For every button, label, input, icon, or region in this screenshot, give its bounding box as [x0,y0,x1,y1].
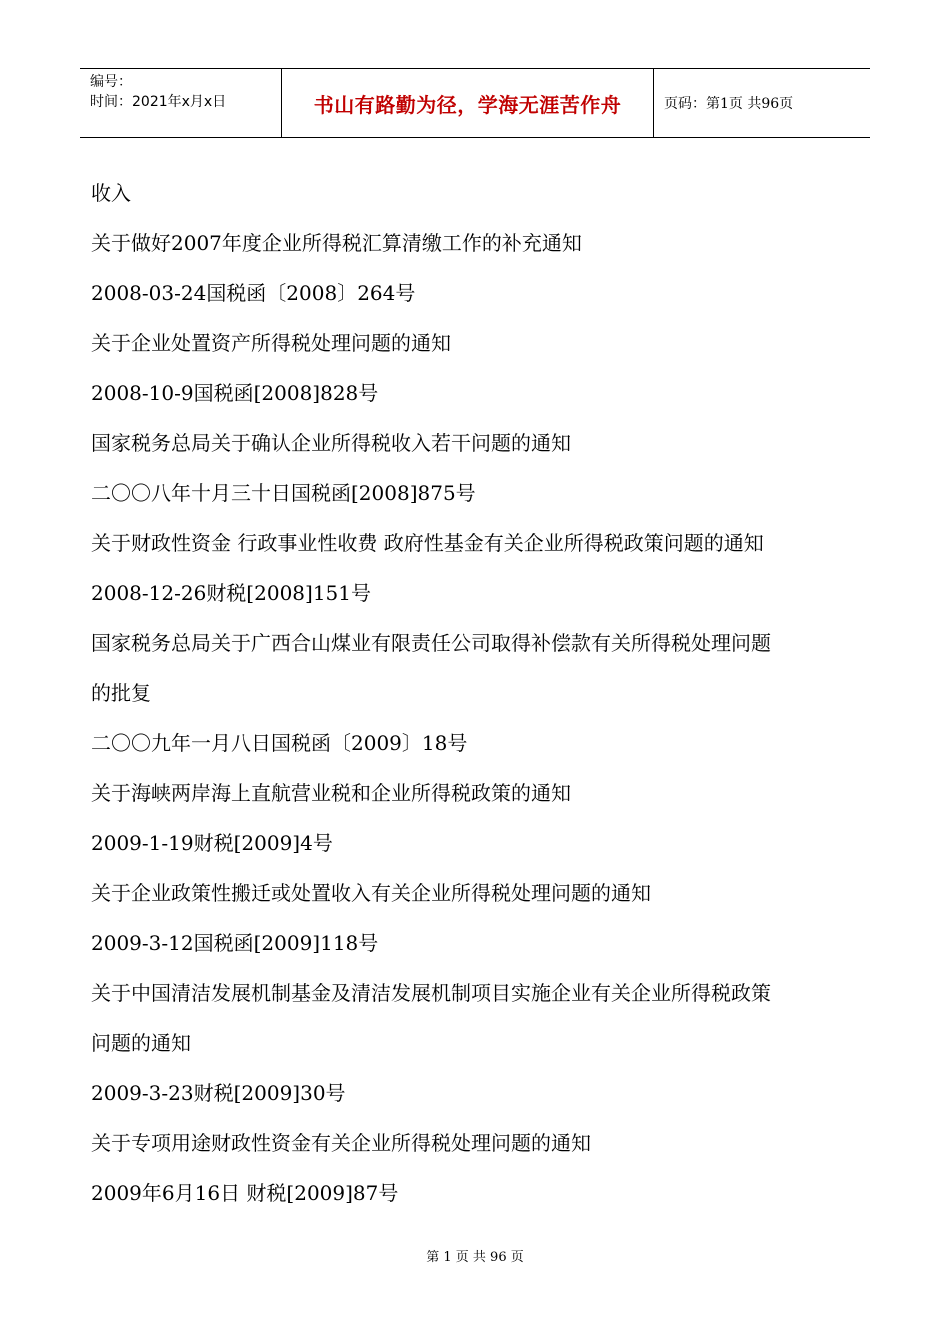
body-line: 2008-10-9国税函[2008]828号 [91,381,379,405]
body-line: 关于中国清洁发展机制基金及清洁发展机制项目实施企业有关企业所得税政策 [91,981,771,1005]
body-line: 2008-12-26财税[2008]151号 [91,581,371,605]
body-line: 2009年6月16日 财税[2009]87号 [91,1181,399,1205]
document-body [91,168,866,1218]
body-line: 收入 [91,181,131,205]
body-line: 关于企业处置资产所得税处理问题的通知 [91,331,451,355]
document-number-label: 编号： [90,74,132,90]
body-line: 关于做好2007年度企业所得税汇算清缴工作的补充通知 [91,231,582,255]
body-line: 关于企业政策性搬迁或处置收入有关企业所得税处理问题的通知 [91,881,651,905]
body-line: 2009-3-23财税[2009]30号 [91,1081,346,1105]
header-meta [80,69,282,137]
body-line: 二〇〇八年十月三十日国税函[2008]875号 [91,481,476,505]
body-line: 2009-3-12国税函[2009]118号 [91,931,379,955]
body-line: 关于专项用途财政性资金有关企业所得税处理问题的通知 [91,1131,591,1155]
body-line: 关于海峡两岸海上直航营业税和企业所得税政策的通知 [91,781,571,805]
header-motto: 书山有路勤为径，学海无涯苦作舟 [282,69,654,137]
body-line: 的批复 [91,681,151,705]
page-footer: 第 1 页 共 96 页 [426,1250,524,1265]
body-line: 国家税务总局关于确认企业所得税收入若干问题的通知 [91,431,571,455]
body-line: 2008-03-24国税函〔2008〕264号 [91,281,416,305]
document-time-label: 时间：2021年x月x日 [90,94,227,110]
body-line: 二〇〇九年一月八日国税函〔2009〕18号 [91,731,468,755]
header-page-info: 页码：第1页 共96页 [664,96,794,112]
body-line: 2009-1-19财税[2009]4号 [91,831,333,855]
page-header [80,68,870,138]
body-line: 国家税务总局关于广西合山煤业有限责任公司取得补偿款有关所得税处理问题 [91,631,771,655]
body-line: 问题的通知 [91,1031,191,1055]
body-line: 关于财政性资金 行政事业性收费 政府性基金有关企业所得税政策问题的通知 [91,531,764,555]
